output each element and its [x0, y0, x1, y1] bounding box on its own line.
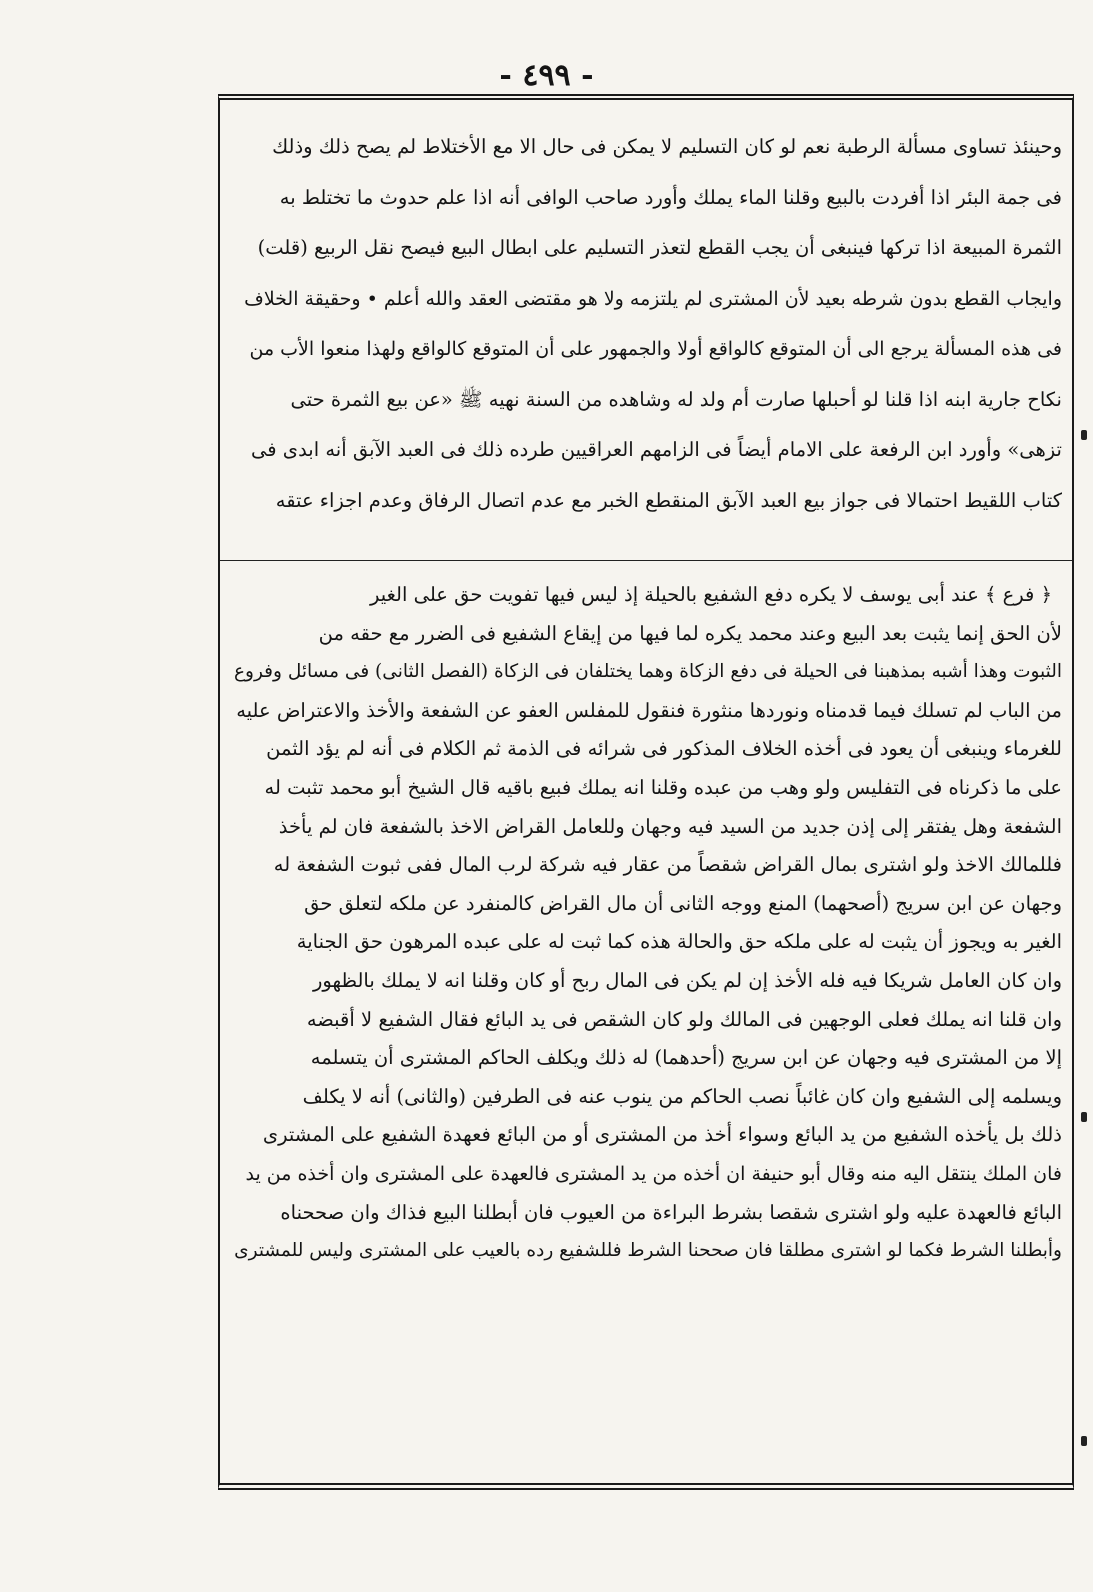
text-line: ﴿ فرع ﴾ عند أبى يوسف لا يكره دفع الشفيع بالحيلة إذ ليس فيها تفويت حق على الغير [369, 583, 1052, 606]
text-line: من الباب لم تسلك فيما قدمناه ونوردها منثورة فنقول للمفلس العفو عن الشفعة والأخذ والاعتراض عليه [236, 698, 1062, 722]
section-divider [220, 560, 1072, 561]
text-line: نكاح جارية ابنه اذا قلنا لو أحبلها صارت أم ولد له وشاهده من السنة نهيه ﷺ «عن بيع الثمرة حتى [290, 387, 1062, 411]
text-line: وان قلنا انه يملك فعلى الوجهين فى المالك ولو كان الشقص فى يد البائع فقال الشفيع لا أقبضه [306, 1007, 1062, 1031]
text-line: الغير به ويجوز أن يثبت له على ملكه حق والحالة هذه كما ثبت له على عبده المرهون حق الجناية [296, 930, 1062, 954]
text-line: فللمالك الاخذ ولو اشترى بمال القراض شقصاً من عقار فيه شركة لرب المال ففى ثبوت الشفعة له [273, 853, 1062, 877]
text-line: فى هذه المسألة يرجع الى أن المتوقع كالواقع أولا والجمهور على أن المتوقع كالواقع ولهذا منعوا الأب من [249, 338, 1062, 360]
scan-edge-mark [1081, 1112, 1087, 1122]
text-line: تزهى» وأورد ابن الرفعة على الامام أيضاً فى الزامهم العراقيين طرده ذلك فى العبد الآبق أنه ابدى فى [251, 438, 1062, 461]
text-line: وحينئذ تساوى مسألة الرطبة نعم لو كان التسليم لا يمكن فى حال الا مع الأختلاط لم يصح ذلك وذلك [272, 135, 1062, 158]
text-line: وان كان العامل شريكا فيه فله الأخذ إن لم يكن فى المال ربح أو كان وقلنا انه لا يملك بالظهور [313, 968, 1062, 992]
text-line: وجهان عن ابن سريج (أصحهما) المنع ووجه الثانى أن مال القراض كالمنفرد عن ملكه لتعلق حق [304, 891, 1062, 915]
text-line: الثمرة المبيعة اذا تركها فينبغى أن يجب القطع لتعذر التسليم على ابطال البيع فيصح نقل الربيع (قلت) [257, 236, 1062, 259]
scan-edge-mark [1081, 430, 1087, 440]
upper-text-block [230, 122, 1062, 526]
text-line: على ما ذكرناه فى التفليس ولو وهب من عبده وقلنا انه يملك فبيع باقيه قال الشيخ أبو محمد تثبت له [264, 775, 1062, 799]
text-line: البائع فالعهدة عليه ولو اشترى شقصا بشرط البراءة من العيوب فان أبطلنا البيع فذاك وان صححناه [280, 1200, 1062, 1224]
scan-edge-mark [1081, 1436, 1087, 1446]
text-line: للغرماء وينبغى أن يعود فى أخذه الخلاف المذكور فى شرائه فى الذمة ثم الكلام فى أنه لم يؤد الثمن [266, 737, 1062, 761]
text-line: وأبطلنا الشرط فكما لو اشترى مطلقا فان صححنا الشرط فللشفيع رده بالعيب على المشترى وليس للمشترى [234, 1240, 1062, 1262]
text-line: فى جمة البئر اذا أفردت بالبيع وقلنا الماء يملك وأورد صاحب الوافى أنه اذا علم حدوث ما تختلط به [279, 185, 1062, 209]
text-line: ويسلمه إلى الشفيع وان كان غائباً نصب الحاكم من ينوب عنه فى الطرفين (والثانى) أنه لا يكلف [302, 1084, 1062, 1108]
text-line: فان الملك ينتقل اليه منه وقال أبو حنيفة ان أخذه من يد المشترى فالعهدة على المشترى وان أخذه من يد [245, 1162, 1062, 1185]
text-line: الثبوت وهذا أشبه بمذهبنا فى الحيلة فى دفع الزكاة وهما يختلفان فى الزكاة (الفصل الثانى) فى مسائل وفروع [233, 661, 1062, 683]
text-line: ذلك بل يأخذه الشفيع من يد البائع وسواء أخذ من المشترى أو من البائع فعهدة الشفيع على المشترى [262, 1123, 1062, 1147]
text-line: إلا من المشترى فيه وجهان عن ابن سريج (أحدهما) له ذلك ويكلف الحاكم المشترى أن يتسلمه [310, 1046, 1062, 1070]
text-line: الشفعة وهل يفتقر إلى إذن جديد من السيد فيه وجهان وللعامل القراض الاخذ بالشفعة فان لم يأخذ [278, 814, 1062, 838]
page-number: - ٤٩٩ - [499, 58, 594, 93]
text-line: كتاب اللقيط احتمالا فى جواز بيع العبد الآبق المنقطع الخبر مع عدم اتصال الرفاق وعدم اجزاء عتقه [275, 488, 1062, 512]
page-frame [218, 94, 1074, 1490]
text-line: لأن الحق إنما يثبت بعد البيع وعند محمد يكره لما فيها من إيقاع الشفيع فى الضرر مع حقه من [318, 621, 1062, 645]
lower-text-block [230, 576, 1062, 1271]
text-line: وايجاب القطع بدون شرطه بعيد لأن المشترى لم يلتزمه ولا هو مقتضى العقد والله أعلم • وحقيقة الخلاف [244, 287, 1062, 310]
